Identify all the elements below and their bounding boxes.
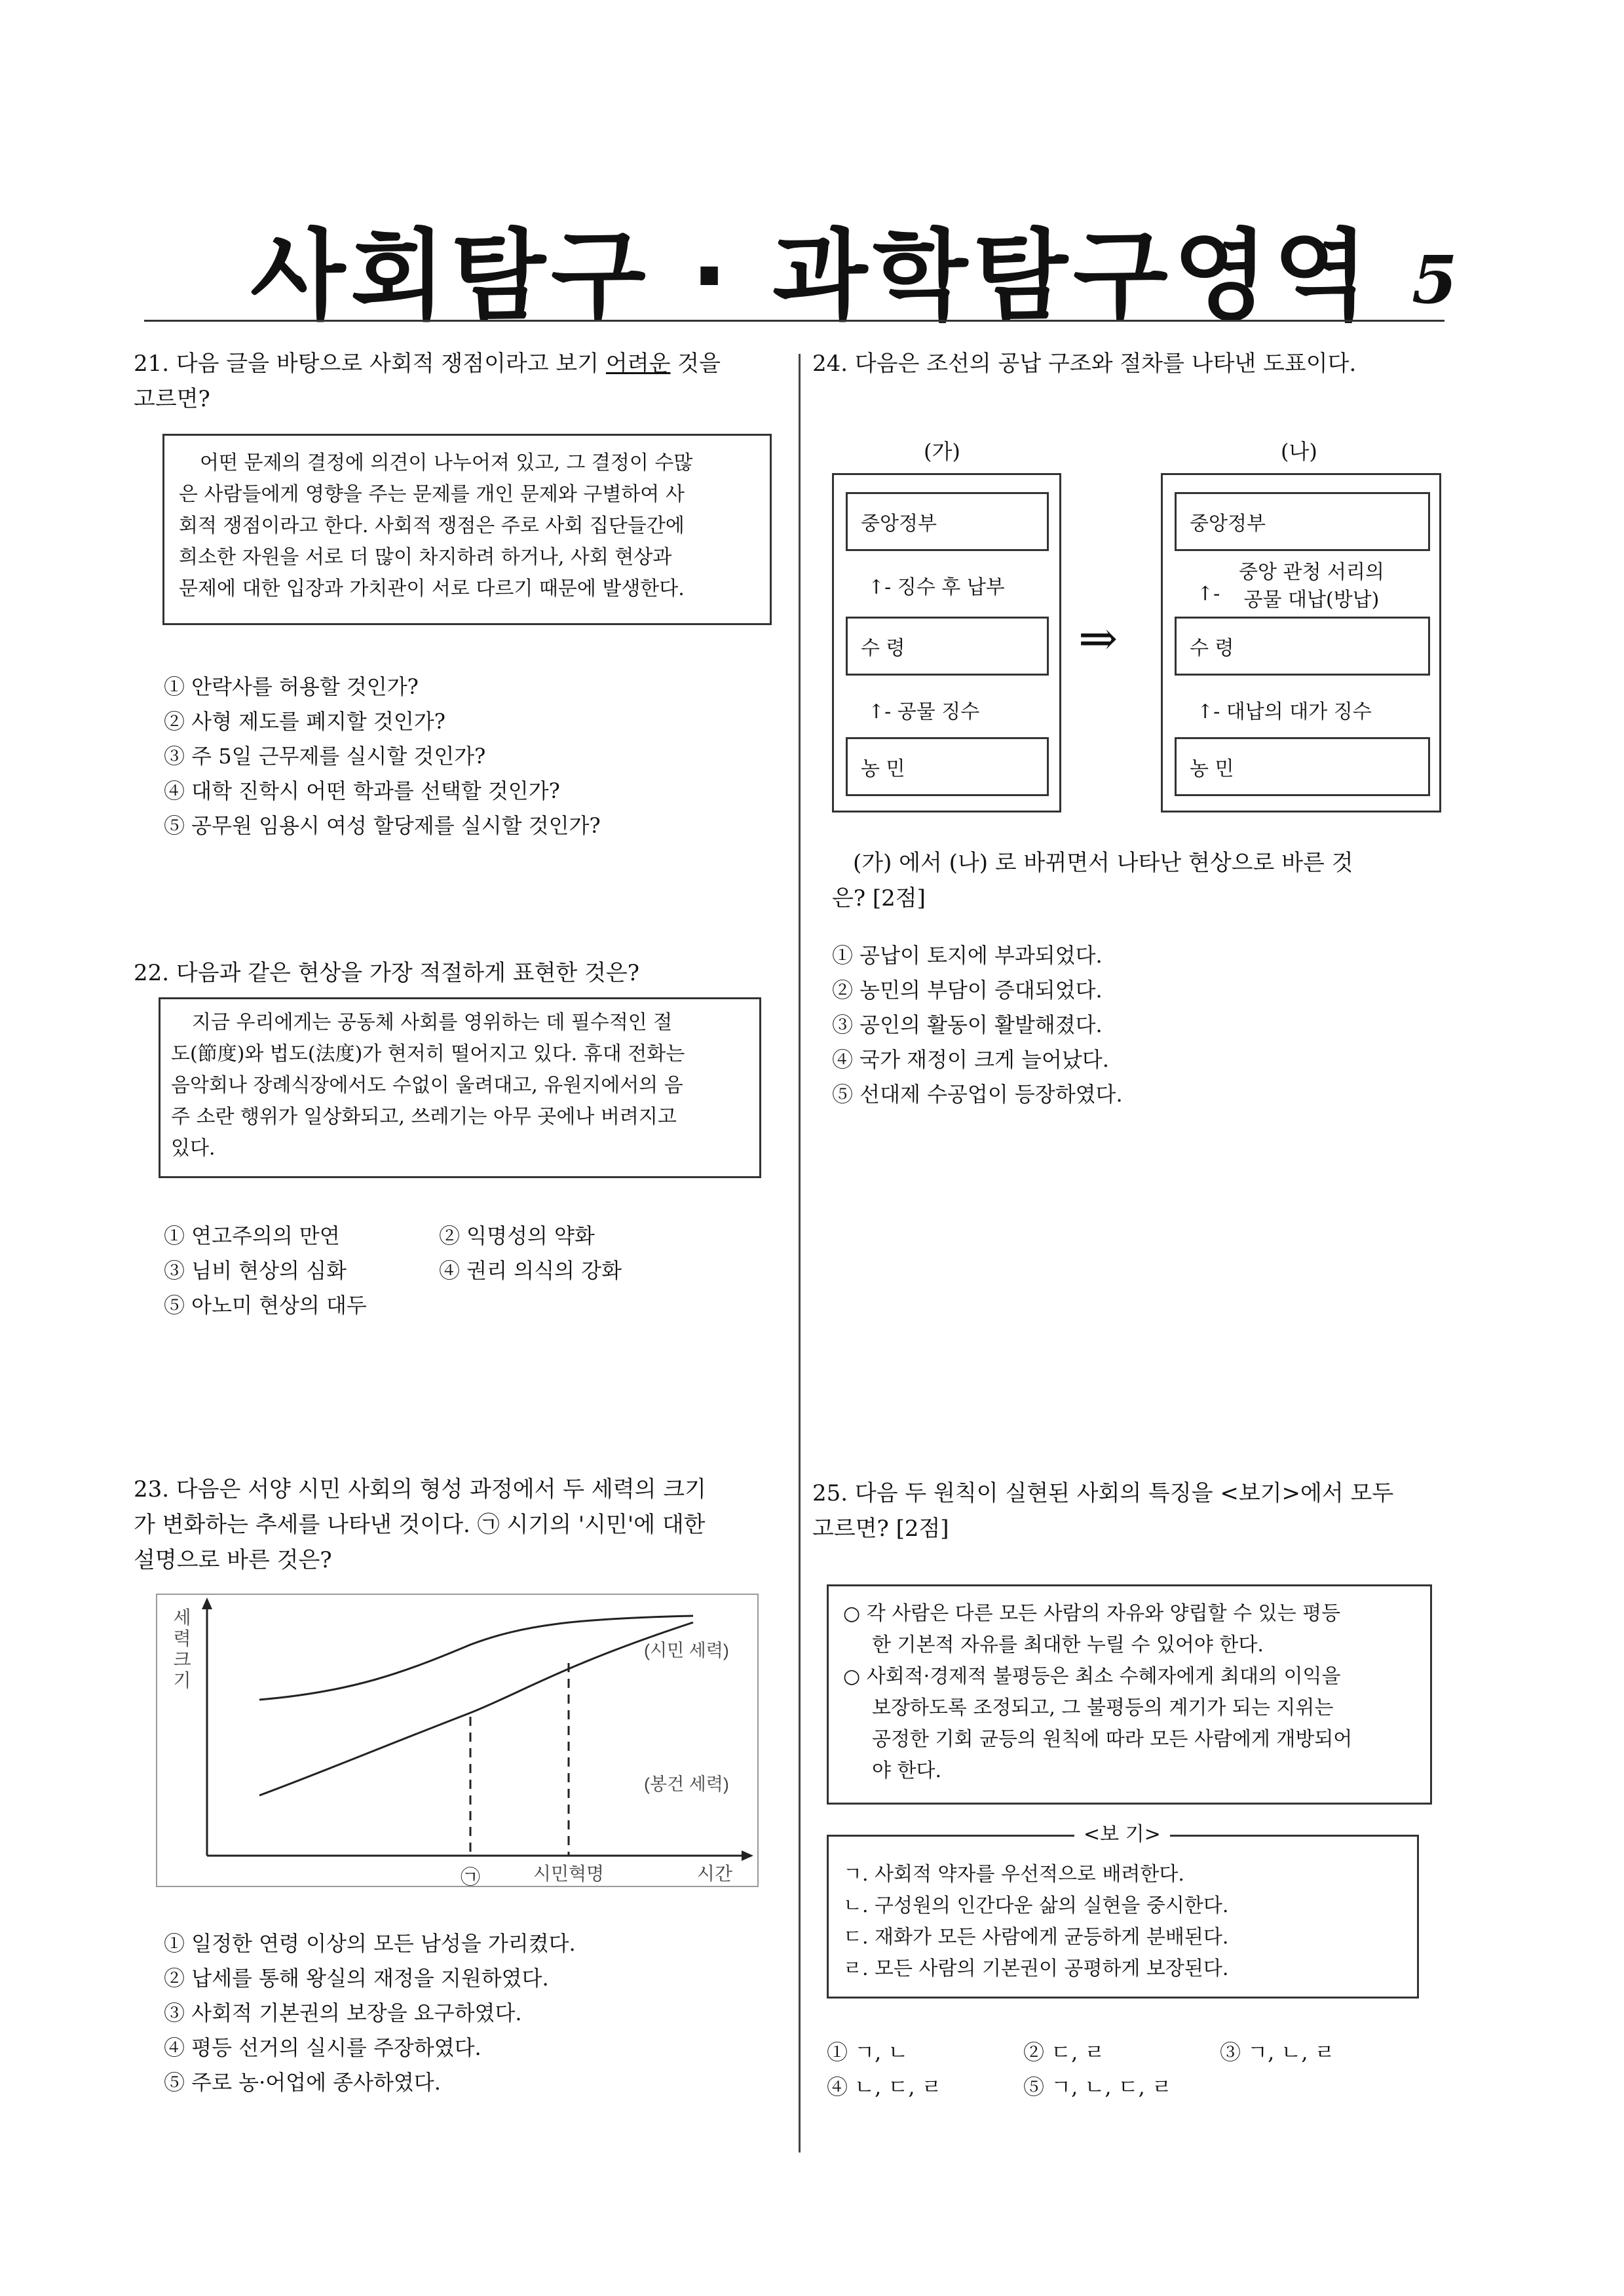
passage-line: 문제에 대한 입장과 가치관이 서로 다르기 때문에 발생한다.: [179, 577, 685, 600]
q25-principles-box: [827, 1584, 1432, 1805]
y-axis-label: [173, 1607, 191, 1691]
stem-line: 23. 다음은 서양 시민 사회의 형성 과정에서 두 세력의 크기: [134, 1476, 706, 1502]
q22-passage-box: [159, 997, 761, 1178]
bogi-item: ㄴ. 구성원의 인간다운 삶의 실현을 중시한다.: [843, 1894, 1229, 1917]
flow-arrow-label: [1239, 559, 1384, 614]
principle-line: 보장하도록 조정되고, 그 불평등의 계기가 되는 지위는: [872, 1696, 1334, 1719]
stem-line: 고르면? [2점]: [812, 1516, 949, 1542]
y-axis-arrowhead: [202, 1598, 212, 1609]
q22-options: [164, 1219, 753, 1323]
option-row: [164, 1253, 753, 1288]
q24-question: [832, 845, 1448, 916]
option[interactable]: ④ 권리 의식의 강화: [439, 1258, 622, 1283]
marker-label-revolution: 시민혁명: [533, 1864, 605, 1884]
header-rule: [144, 320, 1445, 322]
principle-line: ○ 각 사람은 다른 모든 사람의 자유와 양립할 수 있는 평등: [843, 1602, 1341, 1625]
bogi-title: <보 기>: [1074, 1822, 1170, 1848]
box-central-gov: 중앙정부: [846, 492, 1049, 551]
stem-line: 가 변화하는 추세를 나타낸 것이다. ㉠ 시기의 '시민'에 대한: [134, 1512, 706, 1538]
marker-label-a: ㉠: [461, 1867, 480, 1887]
option[interactable]: ④ ㄴ, ㄷ, ㄹ: [827, 2075, 942, 2099]
option[interactable]: ④ 대학 진학시 어떤 학과를 선택할 것인가?: [164, 778, 560, 803]
option[interactable]: ③ ㄱ, ㄴ, ㄹ: [1220, 2040, 1335, 2065]
option[interactable]: ③ 공인의 활동이 활발해졌다.: [832, 1012, 1103, 1037]
bogi-item: ㄷ. 재화가 모든 사람에게 균등하게 분배된다.: [843, 1926, 1229, 1949]
bogi-item: ㄱ. 사회적 약자를 우선적으로 배려한다.: [843, 1863, 1184, 1886]
q21-passage-box: [162, 434, 772, 625]
box-suryeong: 수 령: [846, 617, 1049, 676]
option[interactable]: ⑤ ㄱ, ㄴ, ㄷ, ㄹ: [1023, 2075, 1172, 2099]
x-axis-arrowhead: [742, 1850, 753, 1861]
option[interactable]: ③ 님비 현상의 심화: [164, 1258, 347, 1283]
q21-stem-line2: 고르면?: [134, 386, 210, 412]
passage-line: 회적 쟁점이라고 한다. 사회적 쟁점은 주로 사회 집단들간에: [179, 514, 685, 537]
option[interactable]: ① 공납이 토지에 부과되었다.: [832, 943, 1103, 968]
option-row: [164, 1219, 753, 1253]
passage-line: 은 사람들에게 영향을 주는 문제를 개인 문제와 구별하여 사: [179, 483, 685, 506]
option[interactable]: ⑤ 선대제 수공업이 등장하였다.: [832, 1082, 1123, 1107]
y-axis-label-char: 크: [173, 1649, 191, 1670]
stem-line: 25. 다음 두 원칙이 실현된 사회의 특징을 <보기>에서 모두: [812, 1480, 1394, 1506]
arrow-label-line: 중앙 관청 서리의: [1239, 561, 1384, 584]
q21-options: [164, 670, 601, 843]
q21-stem-line1: [134, 346, 782, 381]
q21-stem: [134, 346, 782, 417]
page-number: 5: [1412, 241, 1458, 318]
q21-stem-pre: 21. 다음 글을 바탕으로 사회적 쟁점이라고 보기: [134, 351, 606, 377]
option[interactable]: ③ 주 5일 근무제를 실시할 것인가?: [164, 744, 486, 769]
option[interactable]: ② 사형 제도를 폐지할 것인가?: [164, 709, 445, 734]
q25-bogi-box: [827, 1835, 1419, 1999]
q21-stem-post: 것을: [670, 351, 721, 377]
series-line-feudal: [259, 1622, 693, 1795]
diagram-label-na: (나): [1281, 439, 1317, 464]
option[interactable]: ② 농민의 부담이 증대되었다.: [832, 978, 1103, 1003]
q21-stem-underline: 어려운: [605, 351, 671, 377]
option-row: [827, 2035, 1443, 2070]
option[interactable]: ⑤ 공무원 임용시 여성 할당제를 실시할 것인가?: [164, 813, 601, 838]
option[interactable]: ① 연고주의의 만연: [164, 1223, 340, 1248]
passage-line: 희소한 자원을 서로 더 많이 차지하려 하거나, 사회 현상과: [179, 546, 672, 569]
option[interactable]: ① 안락사를 허용할 것인가?: [164, 674, 419, 699]
flow-diagram-na: [1161, 473, 1441, 813]
option[interactable]: ① ㄱ, ㄴ: [827, 2040, 909, 2065]
passage-line: 도(節度)와 법도(法度)가 현저히 떨어지고 있다. 휴대 전화는: [171, 1043, 685, 1065]
box-central-gov: 중앙정부: [1175, 492, 1430, 551]
box-farmers: 농 민: [846, 737, 1049, 796]
passage-line: 있다.: [171, 1137, 216, 1160]
option[interactable]: ② 익명성의 약화: [439, 1223, 595, 1248]
option[interactable]: ① 일정한 연령 이상의 모든 남성을 가리켰다.: [164, 1931, 576, 1956]
principle-line: ○ 사회적·경제적 불평등은 최소 수혜자에게 최대의 이익을: [843, 1665, 1341, 1688]
option[interactable]: ⑤ 주로 농·어업에 종사하였다.: [164, 2070, 441, 2095]
series-label-citizen: (시민 세력): [644, 1641, 729, 1660]
box-farmers: 농 민: [1175, 737, 1430, 796]
q25-options: [827, 2035, 1443, 2105]
option[interactable]: ② 납세를 통해 왕실의 재정을 지원하였다.: [164, 1966, 549, 1991]
q22-stem: 22. 다음과 같은 현상을 가장 적절하게 표현한 것은?: [134, 960, 639, 986]
q23-stem: [134, 1472, 789, 1578]
principle-line: 야 한다.: [872, 1759, 942, 1782]
chart-frame: [157, 1594, 758, 1886]
question-line: (가) 에서 (나) 로 바뀌면서 나타난 현상으로 바른 것: [853, 850, 1353, 876]
chart-axes: [202, 1598, 753, 1861]
q23-options: [164, 1926, 576, 2100]
option[interactable]: ⑤ 아노미 현상의 대두: [164, 1293, 367, 1318]
passage-line: 지금 우리에게는 공동체 사회를 영위하는 데 필수적인 절: [192, 1011, 673, 1034]
q23-chart: [156, 1594, 759, 1887]
x-axis-label: 시간: [696, 1864, 732, 1884]
series-label-feudal: (봉건 세력): [644, 1774, 729, 1794]
page-title: 사회탐구 · 과학탐구영역: [250, 220, 1374, 334]
y-axis-label-char: 기: [173, 1670, 191, 1691]
y-axis-label-char: 세: [173, 1607, 191, 1628]
question-line: 은? [2점]: [832, 885, 926, 911]
transition-arrow-icon: ⇒: [1078, 611, 1118, 666]
flow-diagram-ga: [832, 473, 1061, 813]
passage-line: 주 소란 행위가 일상화되고, 쓰레기는 아무 곳에나 버려지고: [171, 1105, 677, 1128]
bogi-item: ㄹ. 모든 사람의 기본권이 공평하게 보장된다.: [843, 1957, 1229, 1980]
option[interactable]: ④ 국가 재정이 크게 늘어났다.: [832, 1047, 1109, 1072]
q24-stem: 24. 다음은 조선의 공납 구조와 절차를 나타낸 도표이다.: [812, 351, 1357, 377]
flow-arrow-label: ↑- 공물 징수: [868, 700, 980, 723]
flow-arrow-label: ↑- 대납의 대가 징수: [1197, 700, 1372, 723]
column-divider: [799, 354, 801, 2152]
q24-options: [832, 938, 1123, 1112]
flow-arrow-symbol: ↑-: [1197, 583, 1220, 605]
option[interactable]: ④ 평등 선거의 실시를 주장하였다.: [164, 2035, 482, 2060]
option[interactable]: ② ㄷ, ㄹ: [1023, 2040, 1105, 2065]
option-row: [827, 2070, 1443, 2105]
passage-line: 음악회나 장례식장에서도 수없이 울려대고, 유원지에서의 음: [171, 1074, 683, 1097]
arrow-label-line: 공물 대납(방납): [1243, 588, 1380, 611]
q25-stem: [812, 1476, 1454, 1546]
y-axis-label-char: 력: [173, 1628, 191, 1649]
diagram-label-ga: (가): [924, 439, 960, 464]
principle-line: 한 기본적 자유를 최대한 누릴 수 있어야 한다.: [872, 1634, 1264, 1656]
stem-line: 설명으로 바른 것은?: [134, 1547, 332, 1573]
passage-line: 어떤 문제의 결정에 의견이 나누어져 있고, 그 결정이 수많: [200, 451, 693, 474]
box-suryeong: 수 령: [1175, 617, 1430, 676]
flow-arrow-label: ↑- 징수 후 납부: [868, 576, 1005, 599]
option[interactable]: ③ 사회적 기본권의 보장을 요구하였다.: [164, 2000, 522, 2025]
series-line-citizen: [259, 1616, 693, 1700]
principle-line: 공정한 기회 균등의 원칙에 따라 모든 사람에게 개방되어: [872, 1728, 1353, 1751]
